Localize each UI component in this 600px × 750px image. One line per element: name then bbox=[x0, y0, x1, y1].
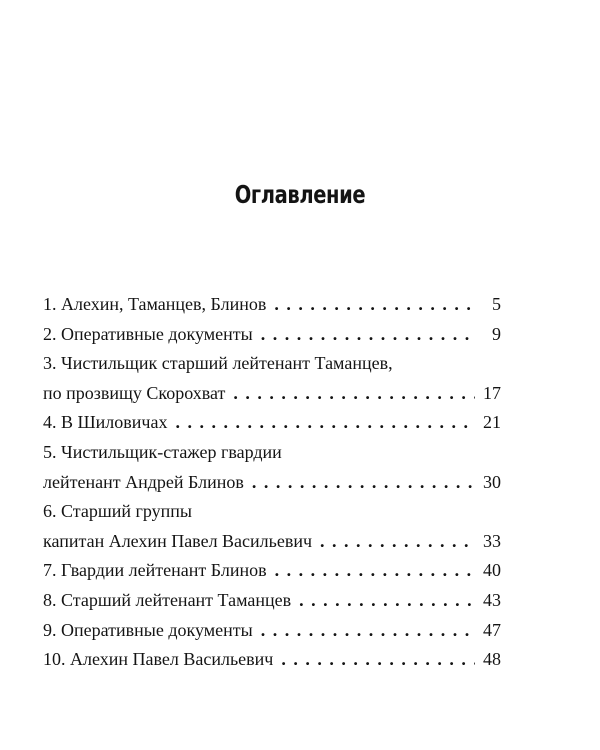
toc-entry-title: 8. Старший лейтенант Таманцев bbox=[43, 589, 292, 610]
toc-entry bbox=[43, 408, 501, 438]
dot-leader bbox=[299, 586, 475, 616]
toc-entry-title: 9. Оперативные документы bbox=[43, 619, 253, 640]
toc-line bbox=[43, 645, 501, 675]
toc-page-number: 21 bbox=[483, 412, 501, 433]
toc-line bbox=[43, 586, 501, 616]
toc-line bbox=[43, 408, 501, 438]
toc-entry bbox=[43, 438, 501, 497]
toc-entry bbox=[43, 290, 501, 320]
toc-page-number: 47 bbox=[483, 619, 501, 640]
toc-entry-title: 3. Чистильщик старший лейтенант Таманцев, bbox=[43, 353, 393, 374]
toc-entry bbox=[43, 616, 501, 646]
dot-leader bbox=[261, 320, 475, 350]
toc-line bbox=[43, 438, 501, 468]
toc-entry-title: 10. Алехин Павел Васильевич bbox=[43, 649, 274, 670]
toc-page-number: 48 bbox=[483, 649, 501, 670]
dot-leader bbox=[275, 556, 475, 586]
toc-entry bbox=[43, 497, 501, 556]
toc-entry bbox=[43, 349, 501, 408]
dot-leader bbox=[175, 408, 475, 438]
toc-entry-title-continued: лейтенант Андрей Блинов bbox=[43, 471, 244, 492]
toc-page-number: 30 bbox=[483, 471, 501, 492]
toc-title: Оглавление bbox=[234, 180, 366, 209]
toc-entry bbox=[43, 320, 501, 350]
dot-leader bbox=[281, 645, 475, 675]
toc-page-number: 40 bbox=[483, 560, 501, 581]
toc-entry bbox=[43, 556, 501, 586]
toc-entry-title: 1. Алехин, Таманцев, Блинов bbox=[43, 294, 267, 314]
dot-leader bbox=[261, 616, 475, 646]
toc-entry-title-continued: по прозвищу Скорохват bbox=[43, 382, 226, 403]
toc-entry-title-continued: капитан Алехин Павел Васильевич bbox=[43, 530, 313, 551]
dot-leader bbox=[320, 527, 475, 557]
toc-entry-title: 2. Оперативные документы bbox=[43, 323, 253, 344]
toc-page-number: 9 bbox=[492, 323, 501, 344]
toc-line bbox=[43, 349, 501, 379]
toc-line bbox=[43, 290, 501, 320]
toc-page-number: 17 bbox=[483, 382, 501, 403]
toc-page-number: 43 bbox=[483, 589, 501, 610]
toc-list bbox=[43, 290, 501, 675]
dot-leader bbox=[233, 379, 475, 409]
toc-line bbox=[43, 468, 501, 498]
toc-page-number: 33 bbox=[483, 530, 501, 551]
toc-entry-title: 4. В Шиловичах bbox=[43, 412, 168, 433]
dot-leader bbox=[274, 290, 475, 320]
toc-entry bbox=[43, 586, 501, 616]
toc-entry bbox=[43, 645, 501, 675]
toc-page-number: 5 bbox=[492, 294, 501, 314]
toc-line bbox=[43, 320, 501, 350]
toc-line bbox=[43, 497, 501, 527]
toc-entry-title: 5. Чистильщик-стажер гвардии bbox=[43, 441, 282, 462]
toc-entry-title: 6. Старший группы bbox=[43, 501, 192, 522]
dot-leader bbox=[252, 468, 475, 498]
toc-line bbox=[43, 379, 501, 409]
toc-line bbox=[43, 556, 501, 586]
toc-line bbox=[43, 616, 501, 646]
toc-entry-title: 7. Гвардии лейтенант Блинов bbox=[43, 560, 267, 581]
toc-line bbox=[43, 527, 501, 557]
